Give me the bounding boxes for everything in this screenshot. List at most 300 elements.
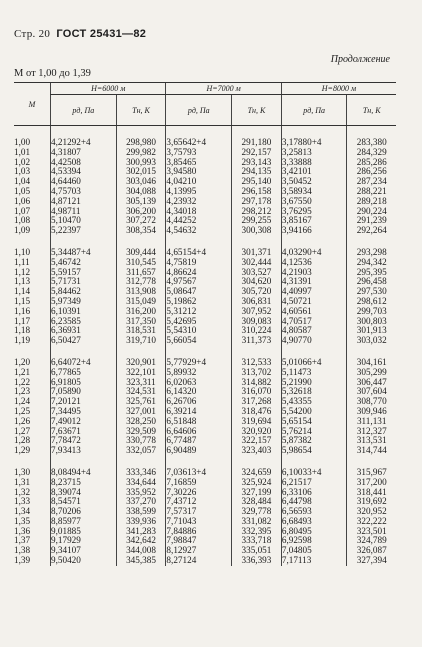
pressure-cell: 7,04805 xyxy=(281,546,347,556)
temperature-cell: 291,180 xyxy=(232,138,282,148)
temperature-cell: 314,744 xyxy=(347,446,396,456)
temperature-cell: 310,545 xyxy=(116,258,166,268)
temperature-cell: 307,952 xyxy=(232,307,282,317)
temperature-cell: 300,308 xyxy=(232,226,282,236)
pressure-cell: 5,01066+4 xyxy=(281,358,347,368)
pressure-cell: 7,34495 xyxy=(51,407,117,417)
temperature-cell: 342,642 xyxy=(116,536,166,546)
temperature-cell: 320,901 xyxy=(116,358,166,368)
temperature-cell: 338,599 xyxy=(116,507,166,517)
mach-cell: 1,23 xyxy=(14,386,31,397)
mach-cell: 1,31 xyxy=(14,476,31,487)
pressure-cell: 3,17880+4 xyxy=(281,138,347,148)
temperature-cell: 309,083 xyxy=(232,317,282,327)
pressure-cell: 6,23585 xyxy=(51,317,117,327)
mach-cell: 1,26 xyxy=(14,415,31,426)
pressure-cell: 7,16859 xyxy=(166,478,232,488)
pressure-cell: 8,54571 xyxy=(51,497,117,507)
pressure-cell: 6,64072+4 xyxy=(51,358,117,368)
mach-cell: 1,32 xyxy=(14,486,31,497)
temperature-cell: 319,694 xyxy=(232,417,282,427)
temperature-cell: 318,531 xyxy=(116,326,166,336)
temperature-cell: 293,298 xyxy=(347,248,396,258)
temperature-cell: 320,952 xyxy=(347,507,396,517)
standard-number: ГОСТ 25431—82 xyxy=(56,28,147,40)
temperature-cell: 305,720 xyxy=(232,287,282,297)
temperature-cell: 311,657 xyxy=(116,268,166,278)
pressure-cell: 6,02063 xyxy=(166,378,232,388)
temperature-cell: 289,218 xyxy=(347,197,396,207)
pressure-cell: 6,56593 xyxy=(281,507,347,517)
pressure-cell: 5,89932 xyxy=(166,368,232,378)
pressure-cell: 5,46742 xyxy=(51,258,117,268)
temperature-cell: 327,001 xyxy=(116,407,166,417)
pressure-cell: 3,67550 xyxy=(281,197,347,207)
pressure-cell: 6,10033+4 xyxy=(281,468,347,478)
temperature-header: Tн, К xyxy=(116,95,166,126)
temperature-cell: 302,444 xyxy=(232,258,282,268)
temperature-cell: 297,530 xyxy=(347,287,396,297)
pressure-cell: 6,77865 xyxy=(51,368,117,378)
mach-cell: 1,11 xyxy=(14,256,30,267)
pressure-cell: 9,17929 xyxy=(51,536,117,546)
mach-cell: 1,02 xyxy=(14,156,31,167)
altitude-header-7000: H=7000 м xyxy=(166,83,281,95)
mach-cell: 1,22 xyxy=(14,376,31,387)
pressure-cell: 7,49012 xyxy=(51,417,117,427)
temperature-cell: 305,139 xyxy=(116,197,166,207)
pressure-cell: 5,87382 xyxy=(281,436,347,446)
temperature-cell: 335,051 xyxy=(232,546,282,556)
altitude-header-6000: H=6000 м xyxy=(51,83,166,95)
pressure-cell: 7,84886 xyxy=(166,527,232,537)
pressure-cell: 8,70206 xyxy=(51,507,117,517)
pressure-cell: 4,34018 xyxy=(166,207,232,217)
temperature-cell: 328,250 xyxy=(116,417,166,427)
pressure-cell: 4,54632 xyxy=(166,226,232,236)
pressure-cell: 4,75703 xyxy=(51,187,117,197)
temperature-cell: 320,920 xyxy=(232,427,282,437)
mach-cell: 1,14 xyxy=(14,286,31,297)
range-label: М от 1,00 до 1,39 xyxy=(14,68,91,79)
pressure-cell: 8,23715 xyxy=(51,478,117,488)
mach-cell: 1,24 xyxy=(14,396,31,407)
pressure-cell: 5,21990 xyxy=(281,378,347,388)
pressure-cell: 4,44252 xyxy=(166,216,232,226)
pressure-cell: 8,39074 xyxy=(51,488,117,498)
temperature-cell: 322,157 xyxy=(232,436,282,446)
pressure-cell: 4,31391 xyxy=(281,277,347,287)
pressure-cell: 6,80495 xyxy=(281,527,347,537)
temperature-cell: 301,913 xyxy=(347,326,396,336)
pressure-cell: 5,11473 xyxy=(281,368,347,378)
mach-cell: 1,29 xyxy=(14,445,31,456)
pressure-cell: 3,75793 xyxy=(166,148,232,158)
pressure-cell: 7,78472 xyxy=(51,436,117,446)
pressure-cell: 3,94580 xyxy=(166,167,232,177)
pressure-cell: 9,34107 xyxy=(51,546,117,556)
pressure-cell: 4,70517 xyxy=(281,317,347,327)
temperature-cell: 323,501 xyxy=(347,527,396,537)
pressure-header: pд, Па xyxy=(166,95,232,126)
temperature-cell: 313,702 xyxy=(232,368,282,378)
temperature-cell: 298,212 xyxy=(232,207,282,217)
pressure-cell: 7,03613+4 xyxy=(166,468,232,478)
temperature-cell: 316,200 xyxy=(116,307,166,317)
altitude-header-8000: H=8000 м xyxy=(281,83,396,95)
pressure-cell: 6,14320 xyxy=(166,387,232,397)
pressure-cell: 7,20121 xyxy=(51,397,117,407)
pressure-cell: 6,39214 xyxy=(166,407,232,417)
temperature-cell: 310,224 xyxy=(232,326,282,336)
pressure-cell: 6,51848 xyxy=(166,417,232,427)
mach-cell: 1,12 xyxy=(14,266,31,277)
temperature-cell: 328,484 xyxy=(232,497,282,507)
pressure-cell: 7,17113 xyxy=(281,556,347,566)
table-row xyxy=(14,446,396,456)
pressure-cell: 7,71043 xyxy=(166,517,232,527)
mach-cell: 1,03 xyxy=(14,166,31,177)
pressure-cell: 5,66054 xyxy=(166,336,232,346)
mach-cell: 1,04 xyxy=(14,176,31,187)
pressure-cell: 6,21517 xyxy=(281,478,347,488)
pressure-cell: 4,03290+4 xyxy=(281,248,347,258)
temperature-cell: 327,394 xyxy=(347,556,396,566)
pressure-cell: 4,23932 xyxy=(166,197,232,207)
table-row xyxy=(14,556,396,566)
temperature-cell: 304,161 xyxy=(347,358,396,368)
pressure-cell: 7,05890 xyxy=(51,387,117,397)
pressure-cell: 5,22397 xyxy=(51,226,117,236)
pressure-cell: 5,59157 xyxy=(51,268,117,278)
temperature-cell: 303,527 xyxy=(232,268,282,278)
pressure-cell: 5,31212 xyxy=(166,307,232,317)
mach-cell: 1,17 xyxy=(14,315,31,326)
temperature-cell: 332,057 xyxy=(116,446,166,456)
temperature-cell: 345,385 xyxy=(116,556,166,566)
continued-label: Продолжение xyxy=(330,54,390,65)
pressure-cell: 4,65154+4 xyxy=(166,248,232,258)
temperature-cell: 302,015 xyxy=(116,167,166,177)
temperature-cell: 308,354 xyxy=(116,226,166,236)
data-table xyxy=(14,82,396,566)
pressure-cell: 5,42695 xyxy=(166,317,232,327)
pressure-cell: 4,97567 xyxy=(166,277,232,287)
mach-cell: 1,05 xyxy=(14,185,31,196)
pressure-cell: 5,19862 xyxy=(166,297,232,307)
temperature-cell: 312,327 xyxy=(347,427,396,437)
temperature-cell: 299,982 xyxy=(116,148,166,158)
pressure-cell: 8,08494+4 xyxy=(51,468,117,478)
temperature-cell: 298,612 xyxy=(347,297,396,307)
pressure-cell: 4,40997 xyxy=(281,287,347,297)
pressure-cell: 6,50427 xyxy=(51,336,117,346)
temperature-cell: 296,458 xyxy=(347,277,396,287)
temperature-cell: 337,270 xyxy=(116,497,166,507)
mach-cell: 1,35 xyxy=(14,515,31,526)
table-row xyxy=(14,336,396,346)
pressure-cell: 4,50721 xyxy=(281,297,347,307)
temperature-cell: 326,087 xyxy=(347,546,396,556)
mach-cell: 1,09 xyxy=(14,225,31,236)
temperature-cell: 285,286 xyxy=(347,158,396,168)
pressure-cell: 3,58934 xyxy=(281,187,347,197)
temperature-cell: 306,447 xyxy=(347,378,396,388)
pressure-cell: 9,01885 xyxy=(51,527,117,537)
pressure-cell: 5,97349 xyxy=(51,297,117,307)
pressure-header: pд, Па xyxy=(281,95,347,126)
temperature-cell: 341,283 xyxy=(116,527,166,537)
temperature-cell: 301,371 xyxy=(232,248,282,258)
temperature-cell: 311,131 xyxy=(347,417,396,427)
temperature-cell: 333,718 xyxy=(232,536,282,546)
mach-cell: 1,06 xyxy=(14,195,31,206)
temperature-cell: 316,070 xyxy=(232,387,282,397)
pressure-cell: 4,13995 xyxy=(166,187,232,197)
temperature-cell: 299,703 xyxy=(347,307,396,317)
temperature-cell: 323,311 xyxy=(116,378,166,388)
temperature-cell: 324,789 xyxy=(347,536,396,546)
pressure-cell: 4,90770 xyxy=(281,336,347,346)
pressure-cell: 3,33888 xyxy=(281,158,347,168)
temperature-cell: 325,924 xyxy=(232,478,282,488)
temperature-cell: 294,135 xyxy=(232,167,282,177)
temperature-cell: 300,803 xyxy=(347,317,396,327)
pressure-cell: 4,21292+4 xyxy=(51,138,117,148)
temperature-cell: 312,533 xyxy=(232,358,282,368)
temperature-cell: 286,256 xyxy=(347,167,396,177)
temperature-cell: 294,342 xyxy=(347,258,396,268)
pressure-cell: 3,42101 xyxy=(281,167,347,177)
pressure-cell: 6,26706 xyxy=(166,397,232,407)
temperature-cell: 323,403 xyxy=(232,446,282,456)
pressure-cell: 5,08647 xyxy=(166,287,232,297)
temperature-cell: 297,178 xyxy=(232,197,282,207)
temperature-cell: 306,831 xyxy=(232,297,282,307)
temperature-cell: 287,234 xyxy=(347,177,396,187)
temperature-cell: 319,710 xyxy=(116,336,166,346)
pressure-cell: 4,80587 xyxy=(281,326,347,336)
temperature-cell: 327,199 xyxy=(232,488,282,498)
mach-cell: 1,07 xyxy=(14,205,31,216)
temperature-cell: 299,255 xyxy=(232,216,282,226)
mach-cell: 1,10 xyxy=(14,246,31,257)
temperature-cell: 317,268 xyxy=(232,397,282,407)
pressure-cell: 5,65154 xyxy=(281,417,347,427)
pressure-cell: 4,12536 xyxy=(281,258,347,268)
temperature-cell: 329,778 xyxy=(232,507,282,517)
pressure-cell: 7,57317 xyxy=(166,507,232,517)
pressure-cell: 3,76295 xyxy=(281,207,347,217)
pressure-cell: 5,84462 xyxy=(51,287,117,297)
m-column-header: М xyxy=(14,83,51,126)
pressure-cell: 7,98847 xyxy=(166,536,232,546)
pressure-cell: 4,98711 xyxy=(51,207,117,217)
temperature-cell: 333,346 xyxy=(116,468,166,478)
mach-cell: 1,01 xyxy=(14,146,31,157)
pressure-cell: 4,42508 xyxy=(51,158,117,168)
mach-cell: 1,16 xyxy=(14,305,31,316)
mach-cell: 1,21 xyxy=(14,366,31,377)
mach-cell: 1,28 xyxy=(14,435,31,446)
mach-cell: 1,18 xyxy=(14,325,31,336)
temperature-cell: 334,644 xyxy=(116,478,166,488)
pressure-cell: 4,31807 xyxy=(51,148,117,158)
pressure-cell: 5,71731 xyxy=(51,277,117,287)
temperature-cell: 300,993 xyxy=(116,158,166,168)
temperature-cell: 307,604 xyxy=(347,387,396,397)
temperature-cell: 330,778 xyxy=(116,436,166,446)
mach-cell: 1,39 xyxy=(14,555,31,566)
pressure-cell: 6,36931 xyxy=(51,326,117,336)
temperature-cell: 336,393 xyxy=(232,556,282,566)
pressure-cell: 5,34487+4 xyxy=(51,248,117,258)
temperature-cell: 313,531 xyxy=(347,436,396,446)
pressure-cell: 6,68493 xyxy=(281,517,347,527)
temperature-cell: 325,761 xyxy=(116,397,166,407)
temperature-cell: 319,692 xyxy=(347,497,396,507)
table-body xyxy=(14,126,396,566)
temperature-cell: 332,395 xyxy=(232,527,282,537)
page-number: Стр. 20 xyxy=(14,28,51,40)
mach-cell: 1,13 xyxy=(14,276,31,287)
temperature-cell: 331,082 xyxy=(232,517,282,527)
temperature-cell: 293,143 xyxy=(232,158,282,168)
temperature-cell: 322,101 xyxy=(116,368,166,378)
pressure-cell: 5,32618 xyxy=(281,387,347,397)
pressure-cell: 7,30226 xyxy=(166,488,232,498)
pressure-cell: 6,90489 xyxy=(166,446,232,456)
temperature-cell: 304,620 xyxy=(232,277,282,287)
pressure-cell: 4,86624 xyxy=(166,268,232,278)
temperature-cell: 335,952 xyxy=(116,488,166,498)
mach-cell: 1,33 xyxy=(14,496,31,507)
mach-cell: 1,30 xyxy=(14,466,31,477)
mach-cell: 1,19 xyxy=(14,335,31,346)
temperature-cell: 306,200 xyxy=(116,207,166,217)
temperature-cell: 296,158 xyxy=(232,187,282,197)
pressure-cell: 3,65642+4 xyxy=(166,138,232,148)
temperature-cell: 291,239 xyxy=(347,216,396,226)
temperature-cell: 317,350 xyxy=(116,317,166,327)
temperature-cell: 295,140 xyxy=(232,177,282,187)
temperature-cell: 292,157 xyxy=(232,148,282,158)
temperature-cell: 329,509 xyxy=(116,427,166,437)
pressure-cell: 5,98654 xyxy=(281,446,347,456)
temperature-cell: 284,329 xyxy=(347,148,396,158)
pressure-cell: 5,77929+4 xyxy=(166,358,232,368)
temperature-cell: 322,222 xyxy=(347,517,396,527)
temperature-cell: 305,299 xyxy=(347,368,396,378)
temperature-cell: 318,476 xyxy=(232,407,282,417)
pressure-cell: 6,44798 xyxy=(281,497,347,507)
pressure-cell: 4,21903 xyxy=(281,268,347,278)
temperature-cell: 309,444 xyxy=(116,248,166,258)
mach-cell: 1,25 xyxy=(14,405,31,416)
pressure-cell: 6,33106 xyxy=(281,488,347,498)
temperature-cell: 339,936 xyxy=(116,517,166,527)
pressure-cell: 5,43355 xyxy=(281,397,347,407)
pressure-cell: 7,63671 xyxy=(51,427,117,437)
pressure-cell: 6,92598 xyxy=(281,536,347,546)
temperature-cell: 317,200 xyxy=(347,478,396,488)
temperature-cell: 324,531 xyxy=(116,387,166,397)
pressure-cell: 3,25813 xyxy=(281,148,347,158)
temperature-cell: 312,778 xyxy=(116,277,166,287)
pressure-cell: 5,10470 xyxy=(51,216,117,226)
pressure-cell: 6,91805 xyxy=(51,378,117,388)
temperature-cell: 318,441 xyxy=(347,488,396,498)
mach-cell: 1,00 xyxy=(14,137,31,147)
temperature-cell: 315,967 xyxy=(347,468,396,478)
temperature-cell: 298,980 xyxy=(116,138,166,148)
temperature-cell: 311,373 xyxy=(232,336,282,346)
temperature-cell: 303,032 xyxy=(347,336,396,346)
pressure-cell: 8,12927 xyxy=(166,546,232,556)
pressure-cell: 4,53394 xyxy=(51,167,117,177)
pressure-cell: 4,04210 xyxy=(166,177,232,187)
pressure-cell: 6,64606 xyxy=(166,427,232,437)
temperature-cell: 304,088 xyxy=(116,187,166,197)
mach-cell: 1,27 xyxy=(14,425,31,436)
temperature-cell: 288,221 xyxy=(347,187,396,197)
temperature-cell: 344,008 xyxy=(116,546,166,556)
temperature-cell: 283,380 xyxy=(347,138,396,148)
pressure-cell: 3,85167 xyxy=(281,216,347,226)
mach-cell: 1,36 xyxy=(14,525,31,536)
temperature-cell: 307,272 xyxy=(116,216,166,226)
pressure-cell: 3,94166 xyxy=(281,226,347,236)
temperature-cell: 315,049 xyxy=(116,297,166,307)
temperature-cell: 308,770 xyxy=(347,397,396,407)
temperature-cell: 309,946 xyxy=(347,407,396,417)
pressure-cell: 4,75819 xyxy=(166,258,232,268)
temperature-cell: 290,224 xyxy=(347,207,396,217)
pressure-cell: 4,60561 xyxy=(281,307,347,317)
table-row xyxy=(14,226,396,236)
temperature-cell: 292,264 xyxy=(347,226,396,236)
temperature-cell: 303,046 xyxy=(116,177,166,187)
pressure-cell: 5,54200 xyxy=(281,407,347,417)
pressure-cell: 4,64460 xyxy=(51,177,117,187)
temperature-cell: 295,395 xyxy=(347,268,396,278)
mach-cell: 1,38 xyxy=(14,545,31,556)
mach-cell: 1,08 xyxy=(14,215,31,226)
pressure-cell: 5,54310 xyxy=(166,326,232,336)
pressure-cell: 8,27124 xyxy=(166,556,232,566)
pressure-header: pд, Па xyxy=(51,95,117,126)
temperature-header: Tн, К xyxy=(232,95,282,126)
page-header xyxy=(14,28,146,40)
pressure-cell: 5,76214 xyxy=(281,427,347,437)
temperature-cell: 314,882 xyxy=(232,378,282,388)
pressure-cell: 9,50420 xyxy=(51,556,117,566)
pressure-cell: 7,43712 xyxy=(166,497,232,507)
pressure-cell: 4,87121 xyxy=(51,197,117,207)
mach-cell: 1,34 xyxy=(14,506,31,517)
mach-cell: 1,37 xyxy=(14,535,31,546)
pressure-cell: 8,85977 xyxy=(51,517,117,527)
pressure-cell: 7,93413 xyxy=(51,446,117,456)
temperature-cell: 313,908 xyxy=(116,287,166,297)
mach-cell: 1,15 xyxy=(14,295,31,306)
pressure-cell: 6,10391 xyxy=(51,307,117,317)
pressure-cell: 3,85465 xyxy=(166,158,232,168)
pressure-cell: 6,77487 xyxy=(166,436,232,446)
mach-cell: 1,20 xyxy=(14,356,31,367)
temperature-cell: 324,659 xyxy=(232,468,282,478)
pressure-cell: 3,50452 xyxy=(281,177,347,187)
